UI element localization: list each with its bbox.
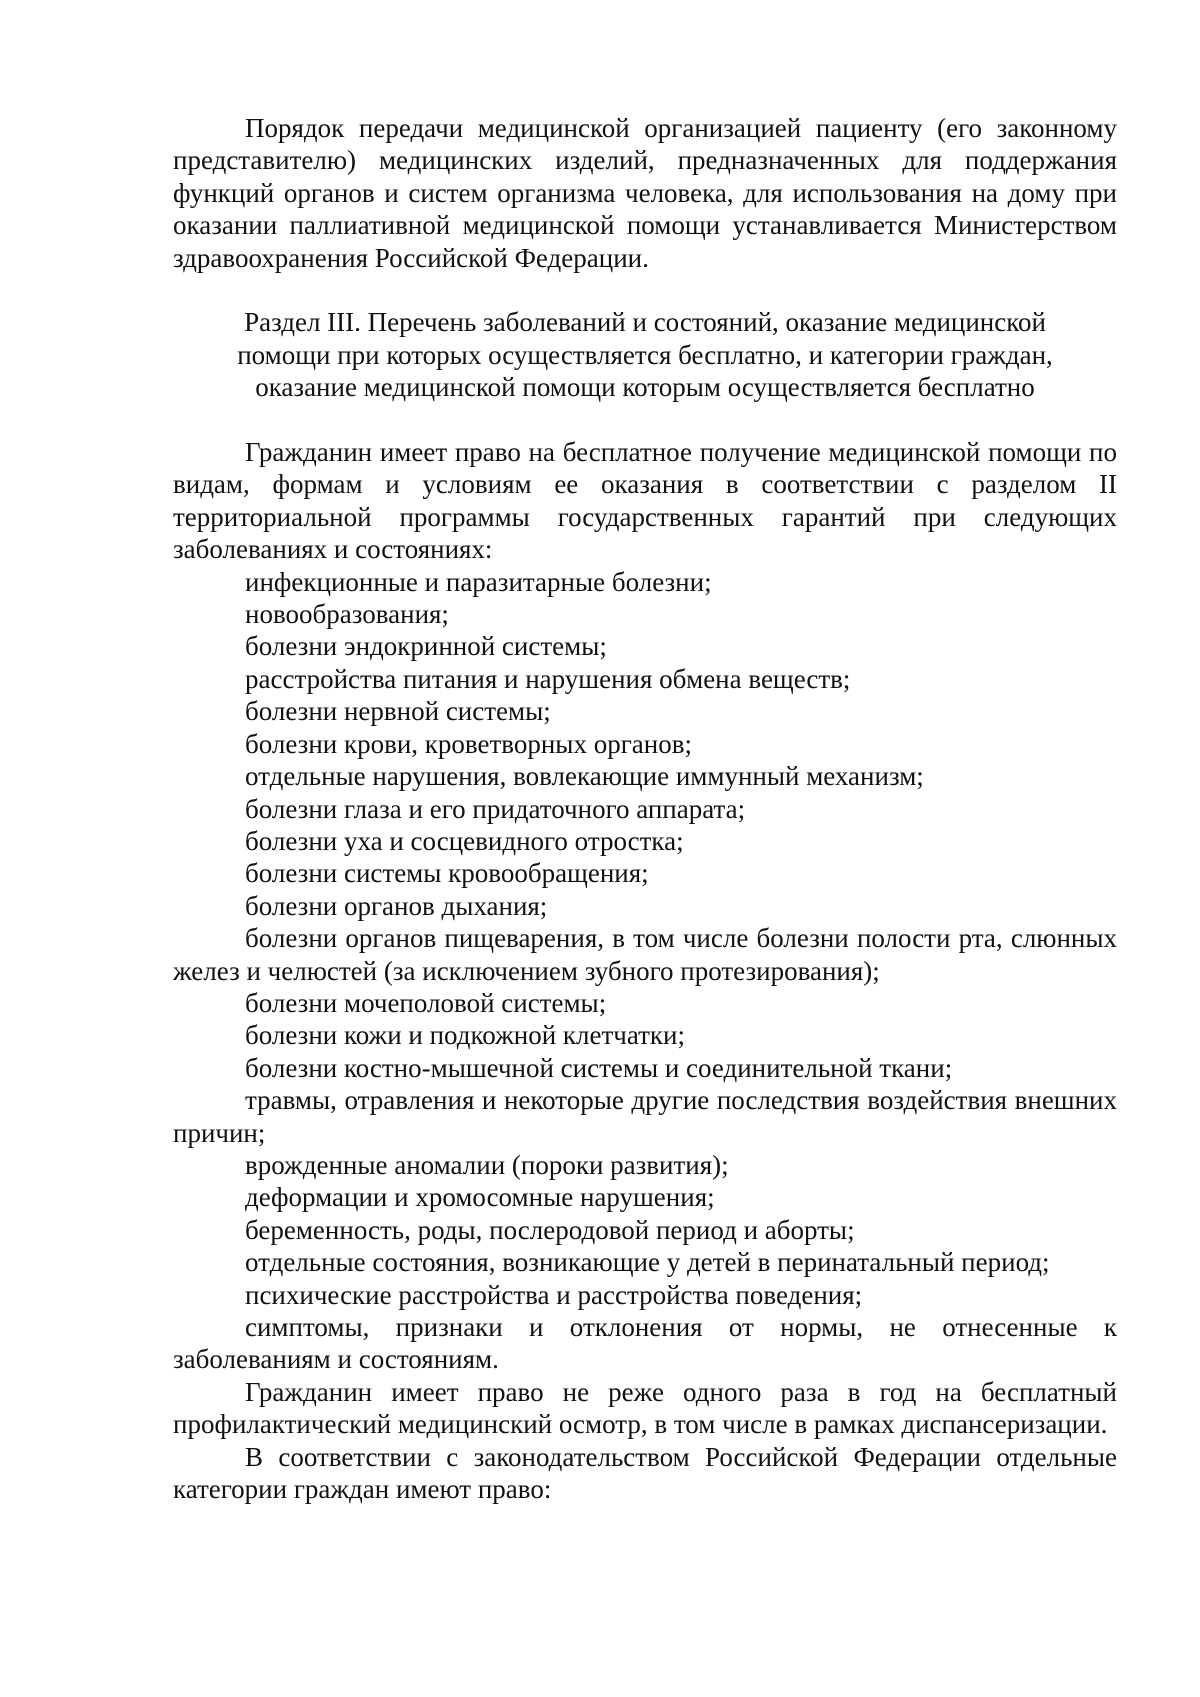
list-item: беременность, роды, послеродовой период и аборты; [245, 1214, 855, 1245]
section-heading: Раздел III. Перечень заболеваний и состояний, оказание медицинской помощи при которых осуществляется бесплатно, и категории граждан, оказание медицинской помощи которым осуществляется бесплатно [237, 307, 1053, 403]
list-item: болезни костно-мышечной системы и соединительной ткани; [245, 1052, 953, 1083]
list-item: отдельные состояния, возникающие у детей в перинатальный период; [245, 1247, 1050, 1278]
document-body [173, 112, 1117, 1505]
list-item: болезни мочеполовой системы; [245, 987, 607, 1018]
list-item: отдельные нарушения, вовлекающие иммунный механизм; [245, 761, 924, 792]
conditions-list [173, 566, 1117, 1376]
list-item: болезни органов дыхания; [245, 890, 548, 921]
list-item: деформации и хромосомные нарушения; [245, 1182, 715, 1213]
list-item: расстройства питания и нарушения обмена веществ; [245, 663, 851, 694]
list-item: врожденные аномалии (пороки развития); [245, 1149, 729, 1180]
list-item: болезни органов пищеварения, в том числе болезни полости рта, слюнных желез и челюстей (за исключением зубного протезирования); [173, 923, 1117, 986]
spacer [173, 404, 1117, 436]
spacer [173, 274, 1117, 306]
checkup-paragraph: Гражданин имеет право не реже одного раза в год на бесплатный профилактический медицинский осмотр, в том числе в рамках диспансеризации. [173, 1376, 1117, 1440]
intro-paragraph: Порядок передачи медицинской организацией пациенту (его законному представителю) медицинских изделий, предназначенных для поддержания функций органов и систем организма человека, для использования на дому при оказании паллиативной медицинской помощи устанавливается Министерством здравоохранения Российской Федерации. [173, 113, 1117, 273]
list-item: травмы, отравления и некоторые другие последствия воздействия внешних причин; [173, 1085, 1117, 1148]
list-item: новообразования; [245, 599, 449, 630]
list-item: психические расстройства и расстройства поведения; [245, 1279, 863, 1310]
list-item: инфекционные и паразитарные болезни; [245, 566, 712, 597]
list-item: симптомы, признаки и отклонения от нормы, не отнесенные к заболеваниям и состояниям. [173, 1312, 1117, 1375]
list-item: болезни нервной системы; [245, 696, 551, 727]
list-item: болезни эндокринной системы; [245, 631, 607, 662]
categories-paragraph: В соответствии с законодательством Российской Федерации отдельные категории граждан имеют право: [173, 1441, 1117, 1505]
list-item: болезни уха и сосцевидного отростка; [245, 825, 684, 856]
rights-paragraph: Гражданин имеет право на бесплатное получение медицинской помощи по видам, формам и условиям ее оказания в соответствии с разделом II территориальной программы государственных гарантий при следующих заболеваниях и состояниях: [173, 437, 1117, 565]
list-item: болезни крови, кроветворных органов; [245, 728, 692, 759]
list-item: болезни кожи и подкожной клетчатки; [245, 1020, 686, 1051]
list-item: болезни глаза и его придаточного аппарата; [245, 793, 746, 824]
list-item: болезни системы кровообращения; [245, 858, 649, 889]
